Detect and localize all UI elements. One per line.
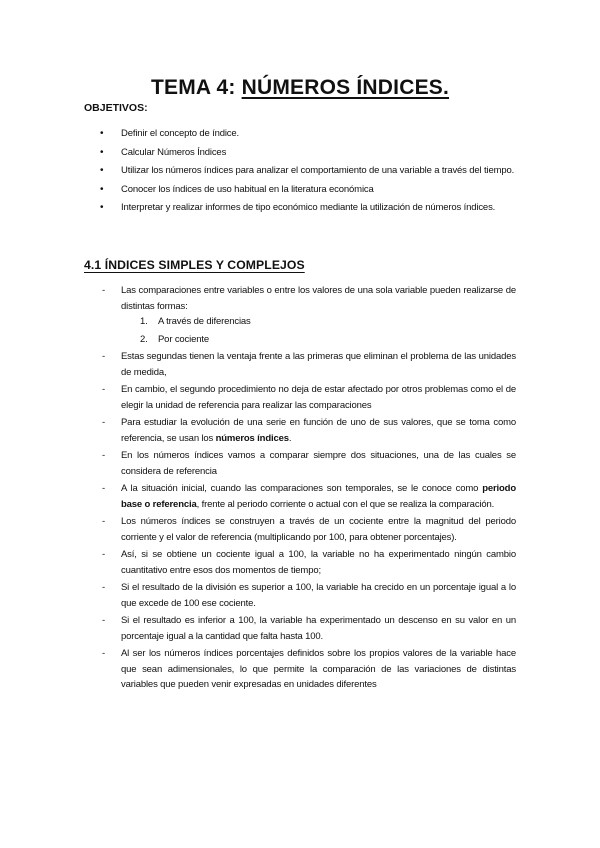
list-item: • Interpretar y realizar informes de tipo económico mediante la utilización de números índices. <box>100 200 516 216</box>
title-prefix: TEMA 4: <box>150 76 242 99</box>
page-title <box>0 74 600 102</box>
list-item: • Utilizar los números índices para analizar el comportamiento de una variable a través del tiempo. <box>100 163 516 179</box>
dash-icon: - <box>102 384 106 395</box>
list-item: - Si el resultado de la división es superior a 100, la variable ha crecido en un porcentaje igual a lo que excede de 100 ese cociente. <box>102 582 516 609</box>
dash-icon: - <box>102 285 106 296</box>
list-item: - Las comparaciones entre variables o entre los valores de una sola variable pueden realizarse de distintas formas: 1. A través de diferencias 2. Por cociente <box>100 283 516 347</box>
objetivos-list <box>100 126 516 219</box>
list-item: - Al ser los números índices porcentajes definidos sobre los propios valores de la variable hace que sean adimensionales, lo que permite la comparación de las variaciones de distintas variables que pueden venir expresadas en unidades diferentes <box>102 648 516 690</box>
list-item: - Si el resultado es inferior a 100, la variable ha experimentado un descenso en su valor en un porcentaje igual a la cantidad que falta hasta 100. <box>102 615 516 642</box>
section-heading: 4.1 ÍNDICES SIMPLES Y COMPLEJOS <box>84 258 305 272</box>
content-list <box>100 283 516 695</box>
sub-list-item: 1. A través de diferencias <box>140 316 251 327</box>
dash-icon: - <box>102 450 106 461</box>
dash-icon: - <box>102 483 106 494</box>
dash-icon: - <box>102 615 106 626</box>
list-item: - A la situación inicial, cuando las comparaciones son temporales, se le conoce como periodo base o referencia, frente al periodo corriente o actual con el que se realiza la comparación. <box>102 483 516 510</box>
bullet-icon: • <box>100 183 104 195</box>
list-item: • Conocer los índices de uso habitual en la literatura económica <box>100 182 516 198</box>
dash-icon: - <box>102 549 106 560</box>
dash-icon: - <box>102 351 106 362</box>
list-item: - Así, si se obtiene un cociente igual a 100, la variable no ha experimentado ningún cambio cuantitativo entre esos dos momentos de tiempo; <box>102 549 516 576</box>
list-item: - Para estudiar la evolución de una serie en función de uno de sus valores, que se toma como referencia, se usan los números índices. <box>102 417 516 444</box>
dash-icon: - <box>102 648 106 659</box>
list-item: - Los números índices se construyen a través de un cociente entre la magnitud del periodo corriente y el valor de referencia (multiplicando por 100, para obtener porcentajes). <box>102 516 516 543</box>
list-item: • Definir el concepto de índice. <box>100 126 516 142</box>
dash-icon: - <box>102 582 106 593</box>
list-item: - En los números índices vamos a comparar siempre dos situaciones, una de las cuales se considera de referencia <box>102 450 516 477</box>
list-item: • Calcular Números Índices <box>100 145 516 161</box>
list-item: - En cambio, el segundo procedimiento no deja de estar afectado por otros problemas como el de elegir la unidad de referencia para realizar las comparaciones <box>102 384 516 411</box>
title-underlined: NÚMEROS ÍNDICES. <box>241 76 450 99</box>
dash-icon: - <box>102 516 106 527</box>
objetivos-heading: OBJETIVOS: <box>84 102 148 114</box>
bullet-icon: • <box>100 165 104 176</box>
bullet-icon: • <box>100 128 104 139</box>
bullet-icon: • <box>100 202 104 213</box>
list-item: - Estas segundas tienen la ventaja frente a las primeras que eliminan el problema de las unidades de medida, <box>102 351 516 378</box>
dash-icon: - <box>102 417 106 428</box>
sub-list-item: 2. Por cociente <box>140 333 210 345</box>
sub-list <box>121 314 516 347</box>
bullet-icon: • <box>100 146 104 158</box>
